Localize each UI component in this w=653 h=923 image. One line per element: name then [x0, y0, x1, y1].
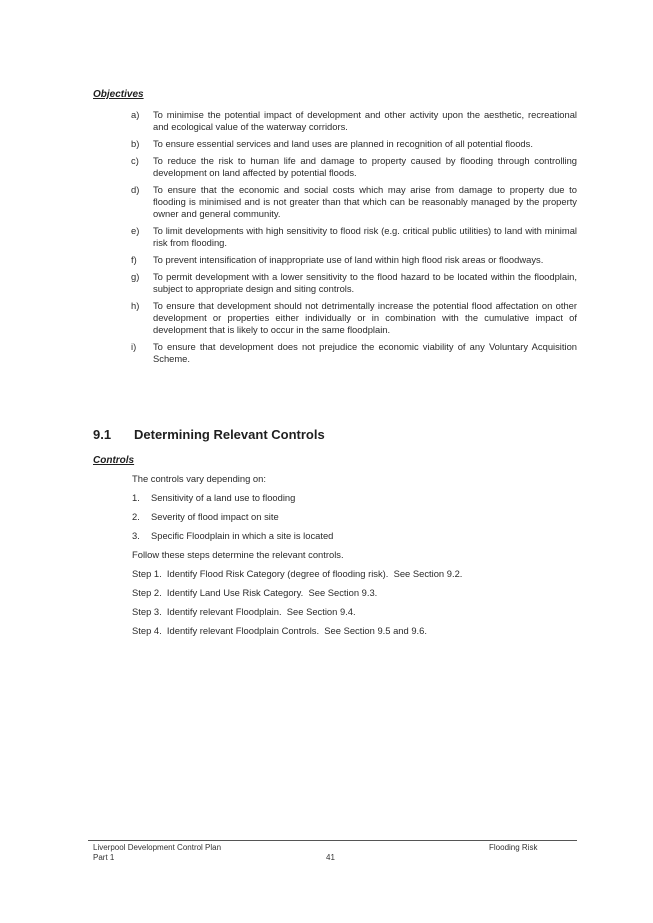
item-text: To ensure essential services and land uses are planned in recognition of all potential floods. [153, 138, 533, 149]
list-item [131, 254, 577, 266]
numbered-item [132, 492, 577, 504]
item-letter: a) [131, 109, 140, 120]
step-line: Step 3. Identify relevant Floodplain. See Section 9.4. [132, 606, 356, 617]
list-item [131, 271, 577, 295]
step-line: Step 1. Identify Flood Risk Category (degree of flooding risk). See Section 9.2. [132, 568, 463, 579]
item-text: To limit developments with high sensitivity to flood risk (e.g. critical public utilities) to land with minimal risk from flooding. [153, 225, 577, 248]
item-text: To ensure that development should not detrimentally increase the potential flood affectation on other development or properties either individually or in combination with the cumulative impact of development that is likely to occur in the same floodplain. [153, 300, 577, 335]
list-item [131, 341, 577, 365]
objectives-heading: Objectives [93, 89, 144, 100]
section-heading [93, 427, 573, 442]
section-number: 9.1 [93, 427, 112, 442]
item-text: To permit development with a lower sensitivity to the flood hazard to be located within the floodplain, subject to appropriate design and siting controls. [153, 271, 577, 294]
item-letter: e) [131, 225, 140, 236]
footer-chapter: Flooding Risk [489, 843, 538, 852]
item-text: Specific Floodplain in which a site is located [151, 530, 334, 541]
item-text: To ensure that development does not prejudice the economic viability of any Voluntary Acquisition Scheme. [153, 341, 577, 364]
item-letter: c) [131, 155, 139, 166]
item-text: Severity of flood impact on site [151, 511, 279, 522]
controls-heading: Controls [93, 455, 135, 466]
item-number: 1. [132, 492, 140, 503]
step-line: Step 4. Identify relevant Floodplain Controls. See Section 9.5 and 9.6. [132, 625, 427, 636]
item-text: To ensure that the economic and social costs which may arise from damage to property due to flooding is minimised and is not greater than that which can be reasonably managed by the property owner and general community. [153, 184, 577, 219]
item-letter: h) [131, 300, 140, 311]
step-line: Step 2. Identify Land Use Risk Category. See Section 9.3. [132, 587, 378, 598]
list-item [131, 138, 577, 150]
section-title: Determining Relevant Controls [134, 427, 325, 442]
follow-steps-text: Follow these steps determine the relevant controls. [132, 549, 344, 560]
item-number: 3. [132, 530, 140, 541]
footer-part: Part 1 [93, 853, 115, 862]
controls-body [132, 473, 577, 644]
item-number: 2. [132, 511, 140, 522]
objectives-list [131, 109, 577, 370]
item-letter: b) [131, 138, 140, 149]
footer-doc-title: Liverpool Development Control Plan [93, 843, 222, 852]
item-letter: f) [131, 254, 137, 265]
item-letter: d) [131, 184, 140, 195]
list-item [131, 300, 577, 336]
numbered-item [132, 530, 577, 542]
list-item [131, 184, 577, 220]
controls-intro: The controls vary depending on: [132, 473, 266, 484]
item-letter: i) [131, 341, 137, 352]
item-letter: g) [131, 271, 140, 282]
item-text: To minimise the potential impact of development and other activity upon the aesthetic, recreational and ecological value of the waterway corridors. [153, 109, 577, 132]
item-text: To reduce the risk to human life and damage to property caused by flooding through controlling development on land affected by potential floods. [153, 155, 577, 178]
numbered-item [132, 511, 577, 523]
list-item [131, 155, 577, 179]
item-text: To prevent intensification of inappropriate use of land within high flood risk areas or floodways. [153, 254, 544, 265]
list-item [131, 109, 577, 133]
list-item [131, 225, 577, 249]
footer-page-number: 41 [326, 853, 335, 862]
item-text: Sensitivity of a land use to flooding [151, 492, 296, 503]
footer-divider [88, 840, 577, 841]
